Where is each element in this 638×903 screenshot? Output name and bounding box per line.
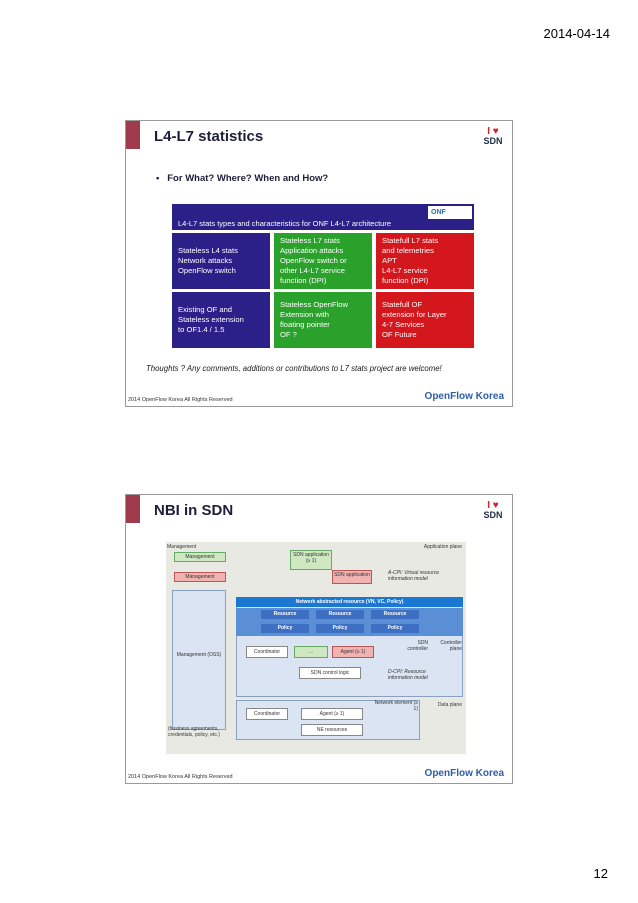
slide-l4-l7-statistics: [125, 120, 513, 407]
sdn-controller-label: SDN controller: [407, 640, 428, 652]
openflow-korea-logo: [425, 391, 504, 402]
resource-box: Resource: [261, 610, 309, 619]
openflow-korea-logo: [425, 768, 504, 779]
d-cpi-label: D-CPI: Resource information model: [388, 669, 428, 681]
ne-resources-box: NE resources: [301, 724, 363, 736]
coordinator-box: Coordinator: [246, 646, 288, 658]
bullet-point: • For What? Where? When and How?: [156, 173, 329, 184]
controller-plane-label: Controller plane: [440, 640, 462, 652]
network-abstracted-resource-bar: Network abstracted resource (VN, VC, Policy): [236, 597, 463, 607]
table-cell: [274, 292, 372, 348]
table-header: [172, 204, 474, 230]
heart-icon: I ♥: [487, 126, 499, 137]
slide-footer: 2014 OpenFlow Korea All Rights Reserved: [128, 397, 233, 403]
table-cell: [274, 233, 372, 289]
management-box: Management: [174, 552, 226, 562]
management-oss-box: [172, 590, 226, 730]
thoughts-note: Thoughts ? Any comments, additions or contributions to L7 stats project are welcome!: [146, 364, 442, 373]
brand-text: OpenFlow Korea: [424, 768, 504, 779]
cell-text: Existing OF and Stateless extension to OF1.4 / 1.5: [178, 305, 244, 334]
slide-title: L4-L7 statistics: [154, 128, 264, 145]
i-love-sdn-logo: [482, 127, 504, 146]
slide-footer: 2014 OpenFlow Korea All Rights Reserved: [128, 774, 233, 780]
table-header-text: L4-L7 stats types and characteristics for ONF L4-L7 architecture: [178, 219, 392, 228]
logo-text: SDN: [483, 510, 503, 520]
sdn-application-box: SDN application (≥ 1): [290, 550, 332, 570]
logo-text: SDN: [483, 136, 503, 146]
resource-box: Resource: [316, 610, 364, 619]
bullet-text: For What? Where? When and How?: [167, 173, 329, 184]
cell-text: Stateless L7 stats Application attacks OpenFlow switch or other L4-L7 service function (DPI): [280, 236, 347, 285]
table-row: [172, 233, 474, 289]
table-row: [172, 292, 474, 348]
sdn-application-box: SDN application: [332, 570, 372, 584]
network-element-label: Network element (≥ 1): [374, 700, 418, 712]
title-accent-bar: [126, 121, 140, 149]
sdn-architecture-diagram: [166, 542, 466, 754]
agent-box: Agent (≥ 1): [301, 708, 363, 720]
cell-text: Stateless L4 stats Network attacks OpenFlow switch: [178, 246, 238, 275]
management-oss-label: Management (OSS): [176, 652, 222, 658]
cell-text: Statefull L7 stats and telemetries APT L4-L7 service function (DPI): [382, 236, 439, 285]
a-cpi-label: A-CPI: Virtual resource information model: [388, 570, 440, 582]
application-plane-label: Application plane: [423, 544, 462, 550]
management-label: Management: [167, 544, 197, 550]
ellipsis-box: ...: [294, 646, 328, 658]
brand-text: OpenFlow Korea: [424, 391, 504, 402]
heart-icon: I ♥: [487, 500, 499, 511]
table-cell: [376, 233, 474, 289]
business-note: (business agreements, credentials, policy, etc.): [168, 726, 220, 738]
cell-text: Stateless OpenFlow Extension with floating pointer OF ?: [280, 300, 348, 339]
table-cell: [172, 292, 270, 348]
cell-text: Statefull OF extension for Layer 4-7 Services OF Future: [382, 300, 447, 339]
page-number: 12: [593, 866, 608, 881]
table-cell: [172, 233, 270, 289]
policy-box: Policy: [371, 624, 419, 633]
onf-logo: [428, 206, 472, 219]
coordinator-box: Coordinator: [246, 708, 288, 720]
management-box: Management: [174, 572, 226, 582]
i-love-sdn-logo: [482, 501, 504, 520]
table-cell: [376, 292, 474, 348]
slide-nbi-in-sdn: [125, 494, 513, 784]
onf-logo-text: ONF: [431, 209, 446, 216]
page-date: 2014-04-14: [543, 26, 610, 41]
stats-table: [172, 204, 474, 348]
policy-box: Policy: [316, 624, 364, 633]
resource-box: Resource: [371, 610, 419, 619]
data-plane-label: Data plane: [437, 702, 462, 708]
sdn-control-logic-box: SDN control logic: [299, 667, 361, 679]
title-accent-bar: [126, 495, 140, 523]
policy-box: Policy: [261, 624, 309, 633]
slide-title: NBI in SDN: [154, 502, 234, 519]
agent-box: Agent (≥ 1): [332, 646, 374, 658]
